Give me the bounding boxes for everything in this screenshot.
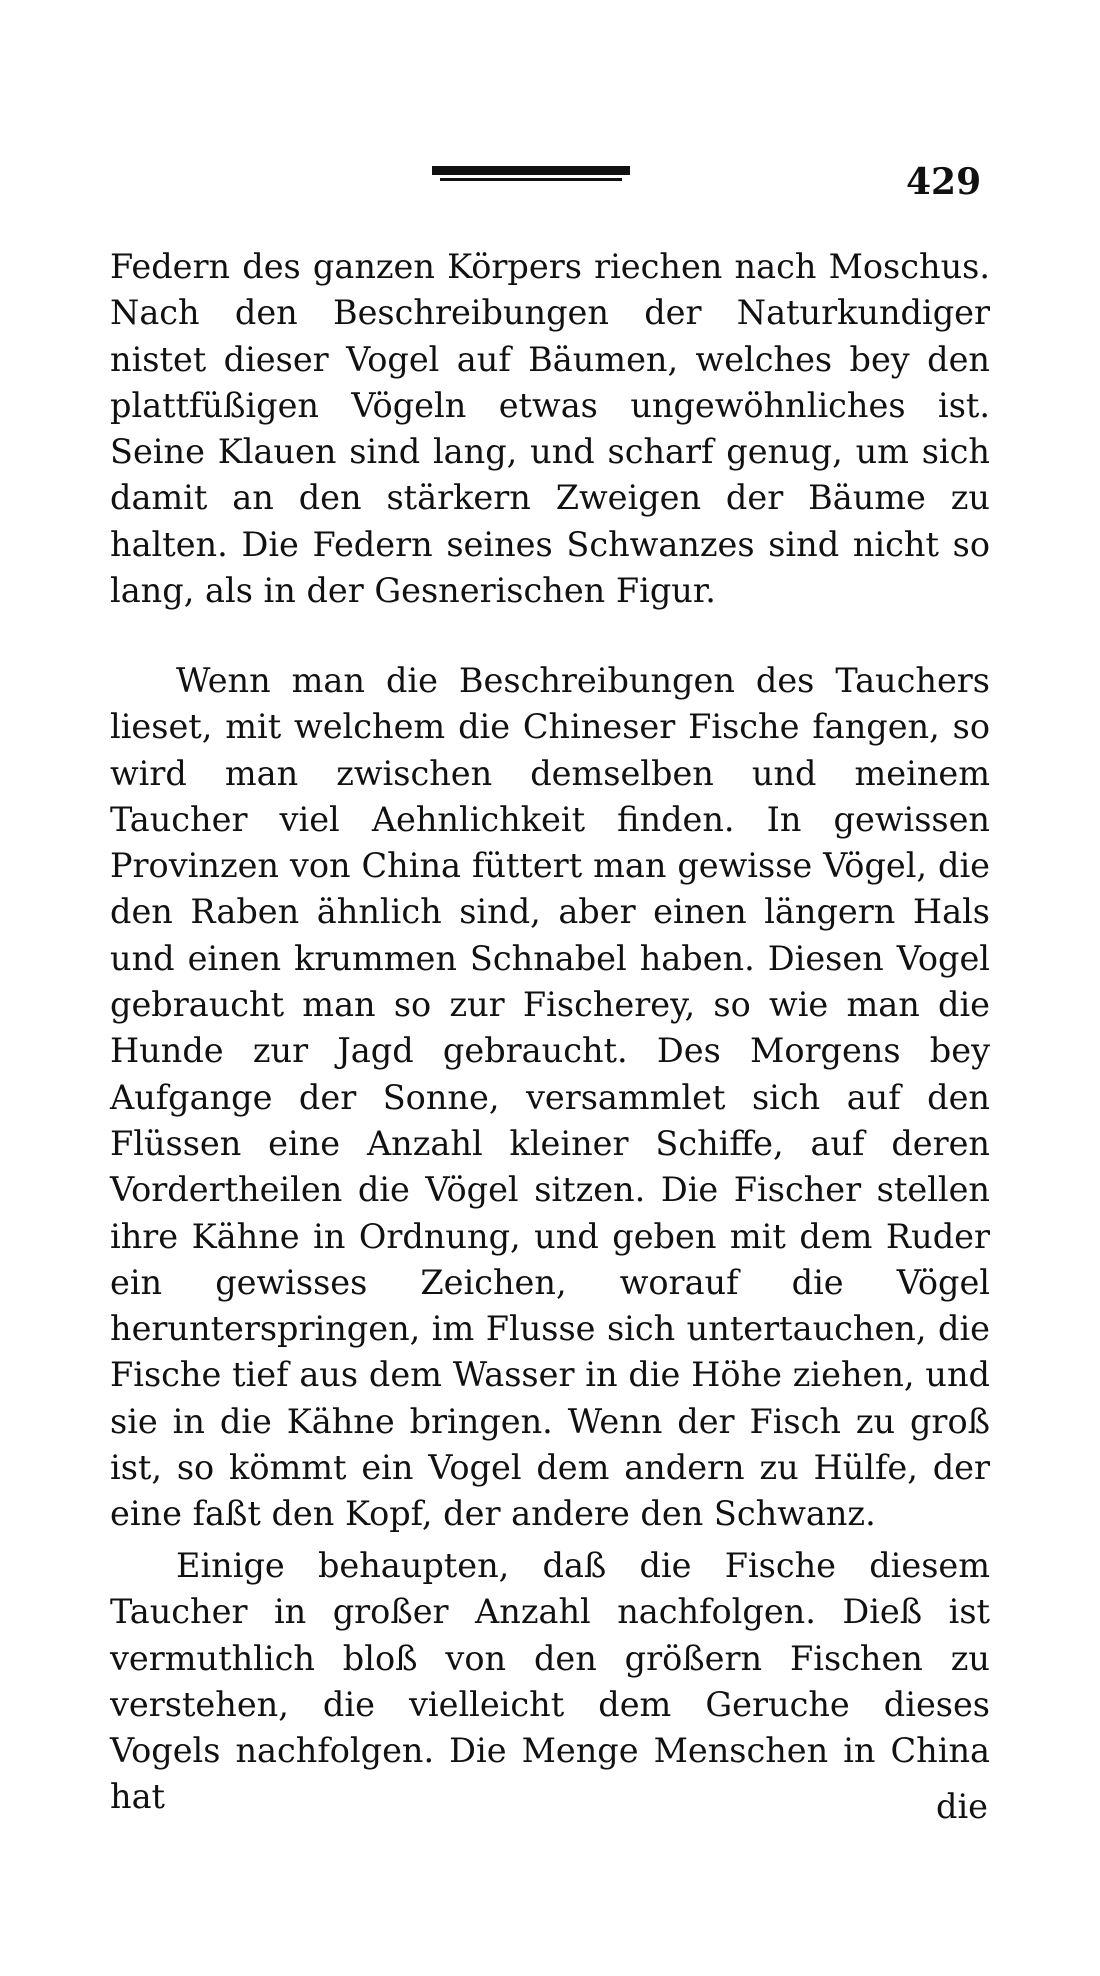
- catchword: die: [936, 1787, 988, 1826]
- page-number: 429: [906, 161, 982, 203]
- paragraph-3-block: [110, 1543, 990, 1821]
- paragraph-2: Wenn man die Beschreibungen des Tauchers lieset, mit welchem die Chineser Fische fangen, so wird man zwischen demselben und meinem Taucher viel Aehnlichkeit finden. In gewissen Provinzen von China füttert man gewisse Vögel, die den Raben ähnlich sind, aber einen längern Hals und einen krummen Schnabel haben. Diesen Vogel gebraucht man so zur Fischerey, so wie man die Hunde zur Jagd gebraucht. Des Morgens bey Aufgange der Sonne, versammlet sich auf den Flüssen eine Anzahl kleiner Schiffe, auf deren Vordertheilen die Vögel sitzen. Die Fischer stellen ihre Kähne in Ordnung, und geben mit dem Ruder ein gewisses Zeichen, worauf die Vögel herunterspringen, im Flusse sich untertauchen, die Fische tief aus dem Wasser in die Höhe ziehen, und sie in die Kähne bringen. Wenn der Fisch zu groß ist, so kömmt ein Vogel dem andern zu Hülfe, der eine faßt den Kopf, der andere den Schwanz.: [110, 661, 990, 1534]
- header-rule-thick: [432, 166, 630, 175]
- paragraph-3: Einige behaupten, daß die Fische diesem Taucher in großer Anzahl nachfolgen. Dieß ist vermuthlich bloß von den größern Fischen zu verstehen, die vielleicht dem Geruche dieses Vogels nachfolgen. Die Menge Menschen in China hat: [110, 1546, 990, 1817]
- paragraph-2-block: [110, 658, 990, 1538]
- header-rule: [432, 166, 630, 182]
- paragraph-1-block: [110, 244, 990, 614]
- paragraph-1: Federn des ganzen Körpers riechen nach Moschus. Nach den Beschreibungen der Naturkundiger nistet dieser Vogel auf Bäumen, welches bey den plattfüßigen Vögeln etwas ungewöhnliches ist. Seine Klauen sind lang, und scharf genug, um sich damit an den stärkern Zweigen der Bäume zu halten. Die Federn seines Schwanzes sind nicht so lang, als in der Gesnerischen Figur.: [110, 247, 990, 611]
- header-rule-thin: [440, 178, 622, 181]
